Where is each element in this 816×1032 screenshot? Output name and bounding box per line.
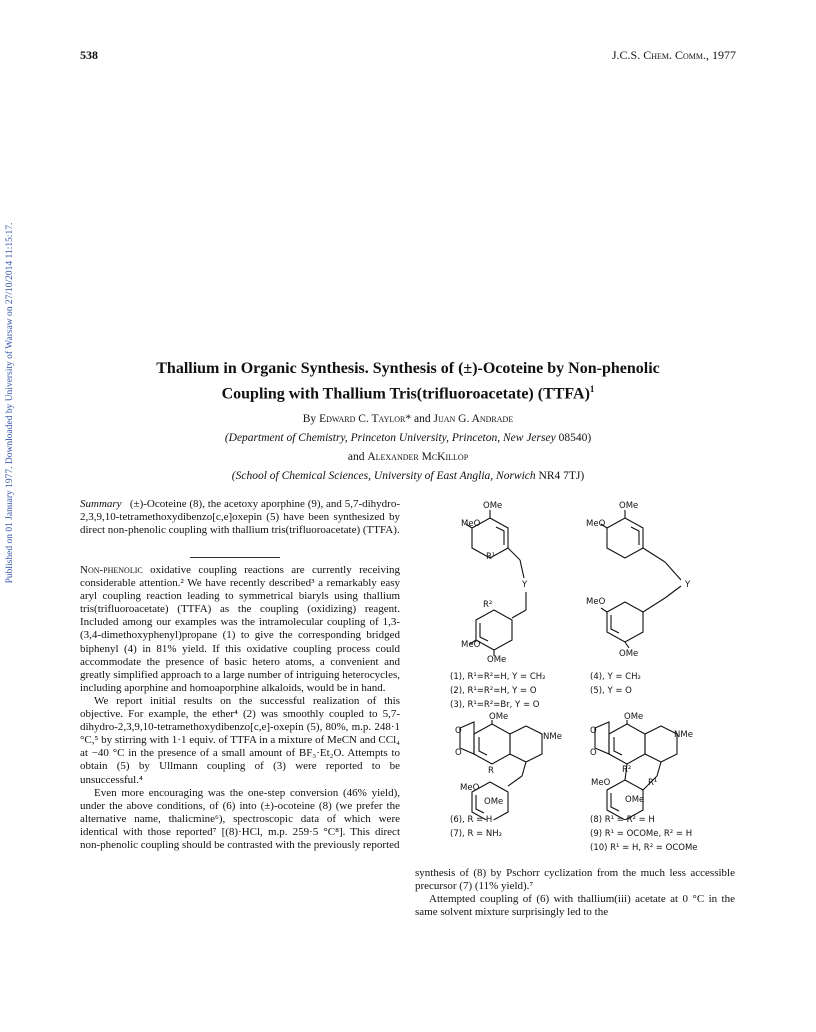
affiliation-1 xyxy=(60,432,756,444)
caption-compound-2: (2), R¹=R²=H, Y = O xyxy=(450,686,537,696)
label-y-4: Y xyxy=(685,580,691,590)
byline-2 xyxy=(60,451,756,463)
bond-meo-bottom xyxy=(601,608,607,612)
label-ome-4b: OMe xyxy=(619,649,639,659)
label-o-8b: O xyxy=(590,748,597,758)
bond-bridge-4 xyxy=(643,598,665,612)
label-nme-6: NMe xyxy=(543,732,562,742)
page-number: 538 xyxy=(80,48,98,62)
label-meo-1a: MeO xyxy=(461,519,481,529)
bond-chain-4 xyxy=(512,610,526,618)
bond-bridge-2 xyxy=(665,562,681,580)
benzo-ring-inner xyxy=(614,737,622,755)
bond-ome-bottom xyxy=(625,642,629,648)
ring-lower-inner xyxy=(480,623,488,641)
bond-ch2 xyxy=(522,762,526,776)
title-line-1: Thallium in Organic Synthesis. Synthesis of (±)-Ocoteine by Non-phenolic xyxy=(156,360,660,377)
body-left-column xyxy=(80,564,400,852)
caption-compound-3: (3), R¹=R²=Br, Y = O xyxy=(450,700,540,710)
author-andrade: Juan G. Andrade xyxy=(433,413,514,425)
ring-lower xyxy=(476,610,512,650)
affiliation-uea: (School of Chemical Sciences, University of East Anglia, Norwich xyxy=(231,470,536,482)
label-o-8a: O xyxy=(590,726,597,736)
label-r2-1: R² xyxy=(483,600,493,610)
label-meo-6: MeO xyxy=(460,783,480,793)
paragraph-r1: synthesis of (8) by Pschorr cyclization from the much less accessible precursor (7) (11% yield).⁷ xyxy=(415,867,735,893)
journal-name: Chem. Comm. xyxy=(643,48,706,62)
piperidine-ring xyxy=(645,726,677,762)
caption-compound-10: (10) R¹ = H, R² = OCOMe xyxy=(590,843,698,853)
ring-upper-inner xyxy=(631,527,639,545)
affiliation-uea-code: NR4 7TJ) xyxy=(538,470,585,482)
label-ome-1a: OMe xyxy=(483,501,503,511)
author-taylor: Edward C. Taylor* xyxy=(319,413,412,425)
ring-upper xyxy=(607,518,643,558)
caption-compound-7: (7), R = NH₂ xyxy=(450,829,503,839)
bond-bridge-1 xyxy=(643,548,665,562)
author-mckillop: Alexander McKillop xyxy=(367,451,469,463)
bond-chain-1 xyxy=(508,548,520,560)
paragraph-2: We report initial results on the successful realization of this objective. For example, the ether⁴ (2) was smoothly coupled to 5,7-dihydro-2,3,9,10-tetramethoxydibenzo[c,e]-oxepin (5), 80%, m.p. 248·1 °C,⁵ by stirring with 1·1 equiv. of TTFA in a mixture of MeCN and CCl₄ at −40 °C in the presence of a small amount of BF₃·Et₂O. Attempts to obtain (5) by Ullmann coupling of (3) were reported to be unsuccessful.⁴ xyxy=(80,694,400,786)
bond-chain-2 xyxy=(520,560,524,578)
journal-prefix: J.C.S. xyxy=(611,48,641,62)
summary-text: (±)-Ocoteine (8), the acetoxy aporphine (9), and 5,7-dihydro-2,3,9,10-tetramethoxydibenzo[c,e]oxepin (5) have been synthesized by direct non-phenolic coupling with thallium tris(trifluoroacetate) (TTFA). xyxy=(80,498,401,537)
piperidine-ring xyxy=(510,726,542,762)
label-meo-4a: MeO xyxy=(586,519,606,529)
label-nme-8: NMe xyxy=(674,730,693,740)
body-right-column xyxy=(415,867,735,919)
bond-ch2-ar xyxy=(508,776,522,786)
journal-header xyxy=(612,48,736,63)
caption-compound-6: (6), R = H xyxy=(450,815,493,825)
ring-lower-inner xyxy=(611,615,619,633)
ring-lower xyxy=(607,602,643,642)
title-ref: 1 xyxy=(589,384,595,394)
affiliation-princeton: (Department of Chemistry, Princeton University, Princeton, New Jersey xyxy=(224,432,556,444)
label-meo-4b: MeO xyxy=(586,597,606,607)
label-meo-1b: MeO xyxy=(461,640,481,650)
structure-8-10 xyxy=(585,720,715,820)
article-title xyxy=(60,358,756,404)
and-word-1: and xyxy=(413,413,431,425)
caption-compound-5: (5), Y = O xyxy=(590,686,632,696)
ring-upper-inner xyxy=(496,527,504,545)
summary-divider xyxy=(190,557,280,558)
label-meo-8: MeO xyxy=(591,778,611,788)
paragraph-1 xyxy=(80,564,400,695)
caption-compound-1: (1), R¹=R²=H, Y = CH₂ xyxy=(450,672,546,682)
label-ome-6b: OMe xyxy=(484,797,504,807)
label-y-1: Y xyxy=(522,580,528,590)
by-word: By xyxy=(302,413,317,425)
label-ome-6a: OMe xyxy=(489,712,509,722)
affiliation-princeton-code: 08540) xyxy=(558,432,592,444)
label-ome-8b: OMe xyxy=(625,795,645,805)
label-r-6: R xyxy=(488,766,494,776)
download-note[interactable]: Published on 01 January 1977. Downloaded by University of Warsaw on 27/10/2014 11:15:17. xyxy=(5,222,15,584)
affiliation-2 xyxy=(60,470,756,482)
bond-bridge-3 xyxy=(665,586,681,598)
byline-1 xyxy=(60,413,756,425)
label-o-6a: O xyxy=(455,726,462,736)
paragraph-3: Even more encouraging was the one-step conversion (46% yield), under the above conditions, of (6) into (±)-ocoteine (8) (we prefer the alternative name, thalicmine⁶), spectroscopic data of which were identical with those reported⁷ [(8)·HCl, m.p. 259·5 °C⁸]. This direct non-phenolic coupling should be contrasted with the previously reported xyxy=(80,786,400,851)
lower-ring-inner xyxy=(611,793,619,811)
bond-c7 xyxy=(657,762,661,776)
label-r1-1: R¹ xyxy=(486,552,496,562)
label-r2-8: R² xyxy=(622,765,632,775)
label-ome-1b: OMe xyxy=(487,655,507,665)
dioxole-ring xyxy=(460,722,474,754)
journal-year: , 1977 xyxy=(706,48,736,62)
title-line-2: Coupling with Thallium Tris(trifluoroacetate) (TTFA) xyxy=(221,385,590,403)
paragraph-1-text: oxidative coupling reactions are currently receiving considerable attention.² We have recently described³ a remarkably easy aryl coupling reaction leading to symmetrical biaryls using thallium tris(trifluoroacetate) (TTFA) as the coupling (oxidizing) reagent. Included among our examples was the intramolecular coupling of 1,3-(3,4-dimethoxyphenyl)propane (1) to give the corresponding bridged biphenyl (4) in 81% yield. If this oxidative coupling process could accommodate the presence of basic hetero atoms, a convenient and greatly simplified approach to a large number of intriguing heterocycles, including aporphine and homoaporphine alkaloids, would be in hand. xyxy=(80,564,401,694)
paragraph-1-lead: Non-phenolic xyxy=(80,564,143,576)
paragraph-r2: Attempted coupling of (6) with thallium(iii) acetate at 0 °C in the same solvent mixture surprisingly led to the xyxy=(415,893,735,919)
benzo-ring-inner xyxy=(479,737,487,755)
label-ome-4a: OMe xyxy=(619,501,639,511)
label-r1-8: R¹ xyxy=(648,778,658,788)
caption-compound-4: (4), Y = CH₂ xyxy=(590,672,641,682)
summary-block xyxy=(80,498,400,537)
lower-ring-inner xyxy=(476,795,484,813)
caption-compound-9: (9) R¹ = OCOMe, R² = H xyxy=(590,829,693,839)
dioxole-ring xyxy=(595,722,609,754)
label-ome-8a: OMe xyxy=(624,712,644,722)
and-word-2: and xyxy=(347,451,365,463)
label-o-6b: O xyxy=(455,748,462,758)
caption-compound-8: (8) R¹ = R² = H xyxy=(590,815,655,825)
summary-label: Summary xyxy=(80,498,122,510)
